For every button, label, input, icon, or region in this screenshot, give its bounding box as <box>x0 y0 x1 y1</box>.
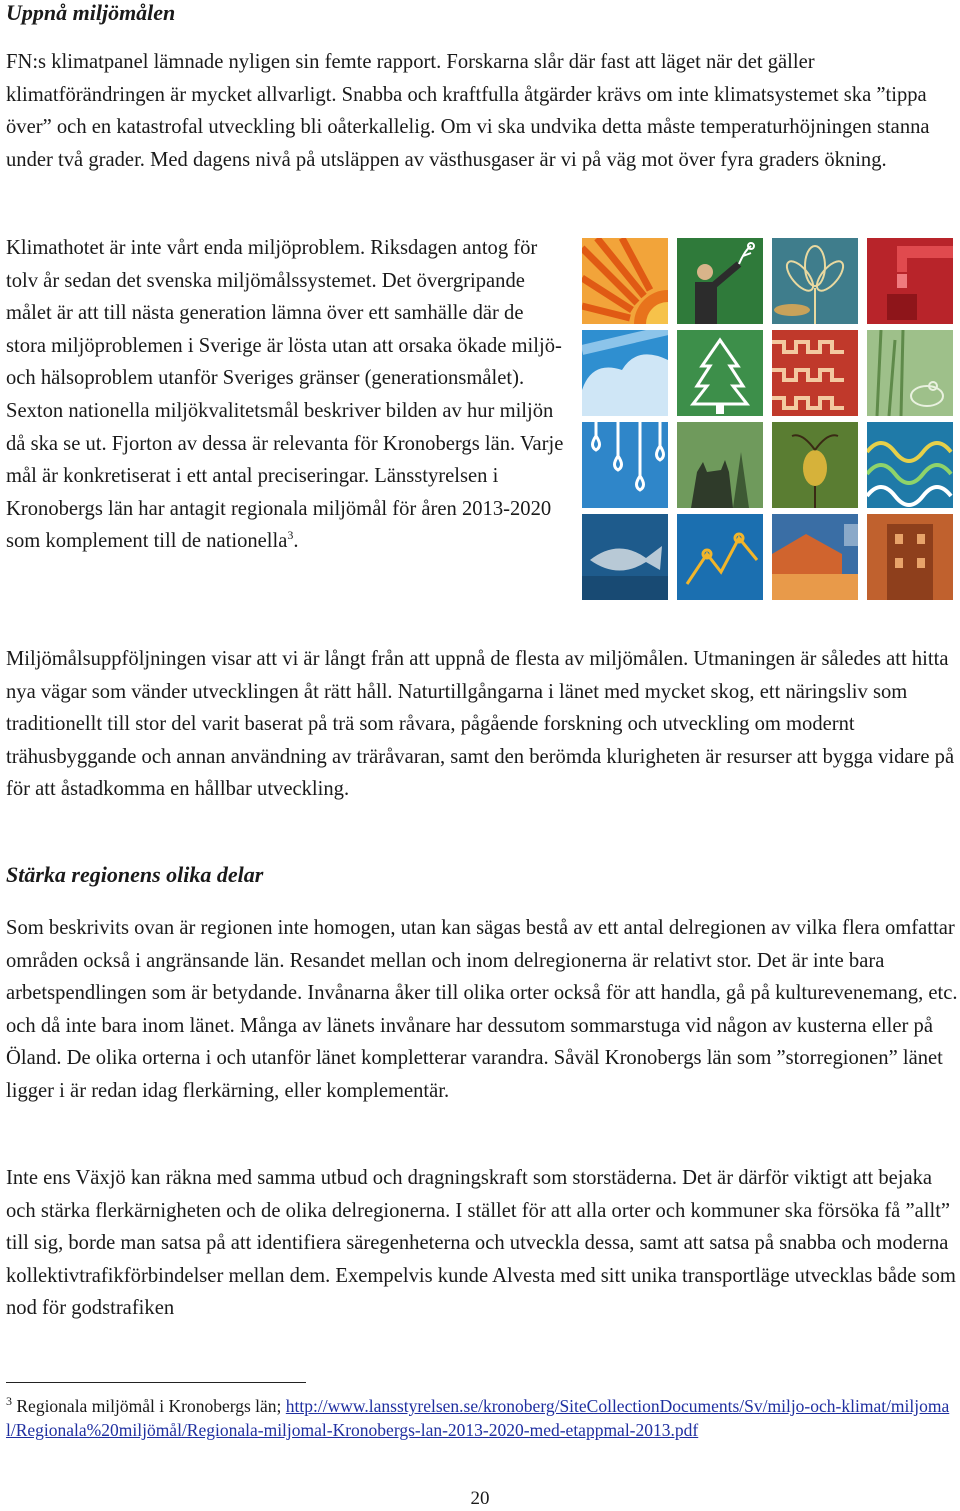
section-heading-regionens-delar: Stärka regionens olika delar <box>6 862 264 887</box>
sun-icon <box>582 238 668 324</box>
raindrops-icon <box>582 422 668 508</box>
paragraph-vaxjo: Inte ens Växjö kan räkna med samma utbud och dragningskraft som storstäderna. Det är därför viktigt att bejaka och stärka flerkärnigheten och de olika delregionerna. I stället för att alla orter och kommuner ska försöka få ”allt” till sig, borde man satsa på att identifiera säregenheterna och utveckla dessa, samt att satsa på snabba och moderna kollektivtrafikförbindelser mellan dem. Exempelvis kunde Alvesta med sitt unika transportläge utvecklas både som nod för godstrafiken <box>6 1167 956 1320</box>
spruce-tree-icon <box>677 330 763 416</box>
person-plant-icon <box>677 238 763 324</box>
building-icon <box>867 514 953 600</box>
footnote-number: 3 <box>6 1394 12 1409</box>
paragraph-klimatpanel: FN:s klimatpanel lämnade nyligen sin femte rapport. Forskarna slår där fast att läget när det gäller klimatförändringen är mycket allvarligt. Snabba och kraftfulla åtgärder krävs om inte klimatsystemet ska ”tippa över” och en katastrofal utveckling bli oåterkallelig. Om vi ska undvika detta måste temperaturhöjningen stanna under två grader. Med dagens nivå på utsläppen av västhusgaser är vi på väg mot över fyra graders ökning. <box>6 51 930 171</box>
frog-icon <box>867 330 953 416</box>
section-heading-miljomal: Uppnå miljömålen <box>6 0 176 25</box>
footnote <box>6 1394 958 1442</box>
cloud-icon <box>582 330 668 416</box>
paragraph-miljomalssystemet <box>6 232 566 558</box>
paragraph-text: Klimathotet är inte vårt enda miljöproblem. Riksdagen antog för tolv år sedan det svenska miljömålssystemet. Det övergripande målet är att till nästa generation lämna över ett samhälle där de stora miljöproblemen i Sverige är lösta utan att orsaka ökade miljö- och hälsoproblem utanför Sveriges gränser (generationsmålet). Sexton nationella miljökvalitetsmål beskriver bilden av hur miljön då ska se ut. Fjorton av dessa är relevanta för Kronobergs län. Varje mål är konkretiserat i ett antal preciseringar. Länsstyrelsen i Kronobergs län har antagit regionala miljömål för åren 2013-2020 som komplement till de nationella <box>6 237 564 553</box>
lynx-icon <box>677 422 763 508</box>
footnote-link[interactable]: http://www.lansstyrelsen.se/kronoberg/SiteCollectionDocuments/Sv/miljo-och-klimat/miljomal/Regionala%20miljömål/Regionala-miljomal-Kronobergs-lan-2013-2020-med-etappmal-2013.pdf <box>6 1396 950 1440</box>
waves-icon <box>867 422 953 508</box>
paragraph-regionen-homogen: Som beskrivits ovan är regionen inte homogen, utan kan sägas bestå av ett antal delregionen av vilka flera omfattar områden också i angränsande län. Resandet mellan och inom delregionerna är relativt stor. Det är inte bara arbetspendlingen som är betydande. Invånarna åker till olika orter också för att handla, gå på kulturevenemang, etc. och då inte bara inom länet. Många av länets invånare har dessutom sommarstuga vid någon av kusterna eller på Öland. De olika orterna i och utanför länet kompletterar varandra. Såväl Kronobergs län som ”storregionen” länet ligger i är redan idag flerkärning, eller komplementär. <box>6 917 958 1102</box>
paragraph-miljomalsuppfoljning: Miljömålsuppföljningen visar att vi är långt från att uppnå de flesta av miljömålen. Utmaningen är således att hitta nya vägar som vänder utvecklingen åt rätt håll. Naturtillgångarna i länet med mycket skog, ett näringsliv som traditionellt till stor del varit baserat på trä som råvara, pågående forskning och utveckling om modernt trähusbyggande och annan användning av träråvaran, samt den berömda klurigheten är resurser att bygga vidare på för att åstadkomma en hållbar utveckling. <box>6 648 955 801</box>
mountain-icon <box>677 514 763 600</box>
flower-icon <box>772 238 858 324</box>
pattern-icon <box>772 330 858 416</box>
water-tap-icon <box>867 238 953 324</box>
house-icon <box>772 514 858 600</box>
environmental-goals-icon-grid <box>582 238 954 600</box>
footnote-divider <box>6 1382 306 1383</box>
fish-icon <box>582 514 668 600</box>
paragraph-end: . <box>293 530 299 553</box>
orchid-icon <box>772 422 858 508</box>
page-number: 20 <box>470 1488 490 1509</box>
footnote-text: Regionala miljömål i Kronobergs län; <box>16 1396 286 1416</box>
footnote-marker: 3 <box>287 528 294 543</box>
